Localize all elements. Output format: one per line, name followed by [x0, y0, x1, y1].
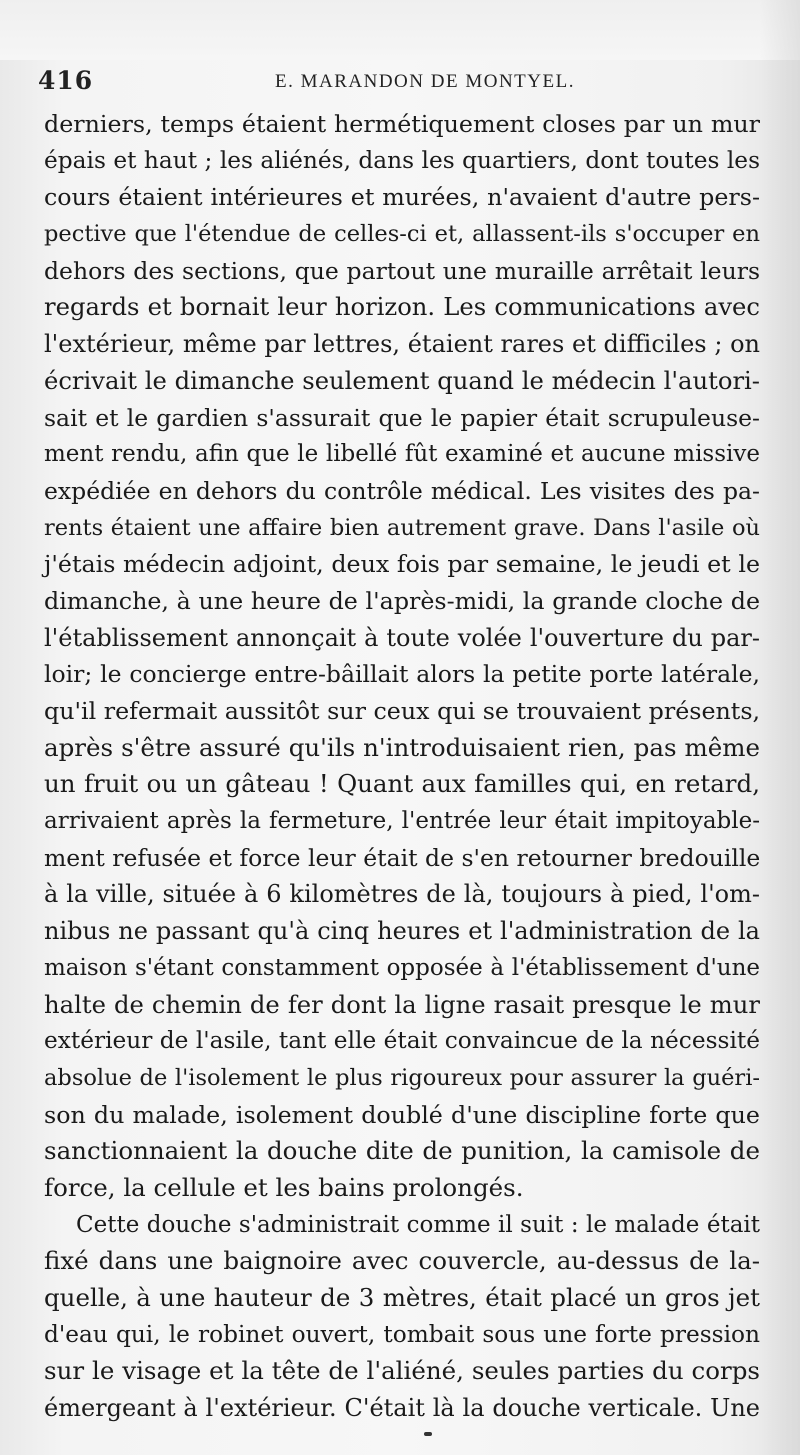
print-mark: [424, 1432, 432, 1436]
text-line: nibus ne passant qu'à cinq heures et l'administration de la: [44, 917, 760, 946]
text-line: après s'être assuré qu'ils n'introduisaient rien, pas même: [44, 732, 760, 762]
text-line: derniers, temps étaient hermétiquement closes par un mur: [44, 110, 760, 138]
text-line: l'établissement annonçait à toute volée l'ouverture du par-: [44, 623, 760, 652]
page-header: [38, 66, 758, 102]
text-line: quelle, à une hauteur de 3 mètres, était placé un gros jet: [44, 1283, 760, 1312]
text-line: pective que l'étendue de celles-ci et, allassent-ils s'occuper en: [44, 221, 760, 248]
text-line: qu'il refermait aussitôt sur ceux qui se trouvaient présents,: [44, 697, 761, 725]
text-line: regards et bornait leur horizon. Les communications avec: [44, 292, 760, 322]
text-line: cours étaient intérieures et murées, n'avaient d'autre pers-: [44, 183, 760, 212]
text-line: expédiée en dehors du contrôle médical. Les visites des pa-: [44, 476, 760, 505]
text-line: ment rendu, afin que le libellé fût examiné et aucune missive: [44, 441, 760, 468]
page-top-shading: [0, 0, 800, 60]
text-line: maison s'étant constamment opposée à l'établissement d'une: [44, 954, 760, 981]
text-line: écrivait le dimanche seulement quand le médecin l'autori-: [44, 365, 760, 395]
text-line: l'extérieur, même par lettres, étaient rares et difficiles ; on: [44, 330, 760, 359]
page-edge-shading: [760, 0, 800, 1455]
text-line: émergeant à l'extérieur. C'était là la douche verticale. Une: [44, 1394, 760, 1423]
text-line: rents étaient une affaire bien autrement grave. Dans l'asile où: [44, 514, 760, 541]
text-line: loir; le concierge entre-bâillait alors la petite porte latérale,: [44, 660, 760, 689]
text-line: halte de chemin de fer dont la ligne rasait presque le mur: [44, 989, 760, 1019]
text-line: un fruit ou un gâteau ! Quant aux familles qui, en retard,: [44, 769, 760, 799]
text-line: ment refusée et force leur était de s'en retourner bredouille: [44, 843, 761, 872]
paragraph-end-line: force, la cellule et les bains prolongés.: [44, 1172, 524, 1202]
text-line: à la ville, située à 6 kilomètres de là, toujours à pied, l'om-: [44, 880, 760, 909]
text-line: épais et haut ; les aliénés, dans les quartiers, dont toutes les: [44, 146, 760, 174]
text-line: arrivaient après la fermeture, l'entrée leur était impitoyable-: [44, 808, 760, 835]
body-text: [44, 106, 760, 1427]
text-line: son du malade, isolement doublé d'une discipline forte que: [44, 1100, 760, 1129]
text-line: sanctionnaient la douche dite de punition, la camisole de: [44, 1136, 760, 1166]
paragraph-start-line: Cette douche s'administrait comme il suit : le malade était: [76, 1211, 760, 1238]
page-number: 416: [38, 66, 94, 95]
text-line: j'étais médecin adjoint, deux fois par semaine, le jeudi et le: [44, 550, 760, 579]
running-head: E. MARANDON DE MONTYEL.: [275, 71, 575, 92]
text-line: fixé dans une baignoire avec couvercle, au-dessus de la-: [44, 1246, 760, 1276]
text-line: dehors des sections, que partout une muraille arrêtait leurs: [44, 256, 760, 285]
text-line: sur le visage et la tête de l'aliéné, seules parties du corps: [44, 1356, 760, 1386]
text-line: d'eau qui, le robinet ouvert, tombait sous une forte pression: [44, 1320, 760, 1348]
text-line: sait et le gardien s'assurait que le papier était scrupuleuse-: [44, 403, 760, 432]
text-line: extérieur de l'asile, tant elle était convaincue de la nécessité: [44, 1027, 760, 1055]
text-line: dimanche, à une heure de l'après-midi, la grande cloche de: [44, 586, 760, 615]
text-line: absolue de l'isolement le plus rigoureux pour assurer la guéri-: [44, 1064, 760, 1091]
